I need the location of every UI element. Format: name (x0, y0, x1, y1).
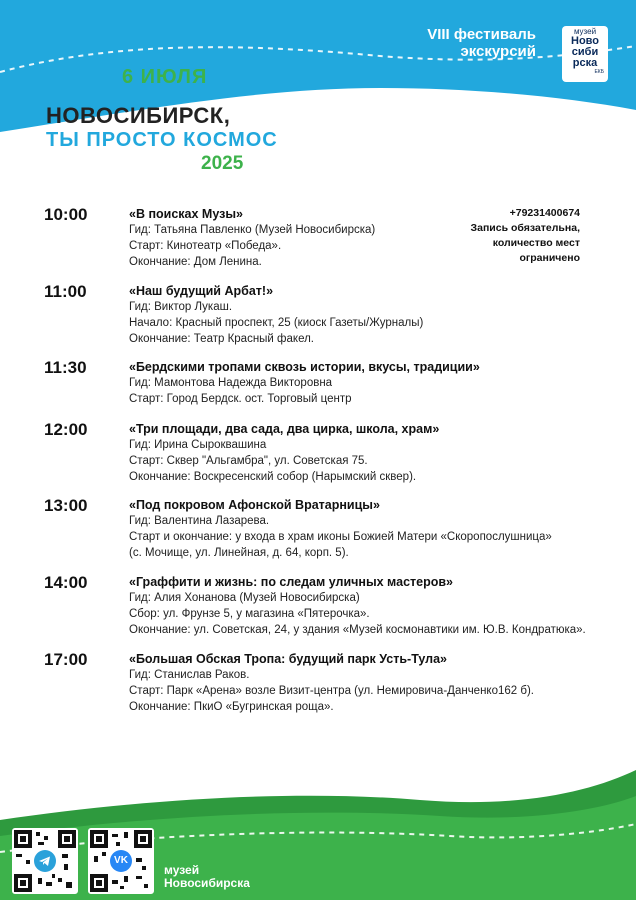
event-start: Сбор: ул. Фрунзе 5, у магазина «Пятерочка». (129, 608, 370, 620)
logo-tag: ЕКБ (594, 69, 604, 75)
event-start: Начало: Красный проспект, 25 (киоск Газеты/Журналы) (129, 317, 424, 329)
city-title: НОВОСИБИРСК, (46, 103, 231, 128)
event-title: «Граффити и жизнь: по следам уличных мастеров» (129, 575, 454, 589)
footer-label-line2: Новосибирска (164, 876, 250, 890)
event-title: «Большая Обская Тропа: будущий парк Усть-Тула» (129, 652, 447, 666)
event-end: Окончание: Театр Красный факел. (129, 333, 314, 345)
telegram-icon (34, 850, 56, 872)
event-start: Старт: Город Бердск. ост. Торговый центр (129, 393, 352, 405)
event-title: «Под покровом Афонской Вратарницы» (129, 498, 380, 512)
event-guide: Гид: Татьяна Павленко (Музей Новосибирска) (129, 224, 376, 236)
year: 2025 (201, 153, 244, 174)
event-start: Старт и окончание: у входа в храм иконы Божией Матери «Скоропослушница» (129, 531, 552, 543)
note-line3: ограничено (519, 252, 580, 264)
event-info (129, 206, 375, 270)
event-time: 11:30 (44, 358, 87, 377)
event-guide: Гид: Валентина Лазарева. (129, 515, 270, 527)
telegram-qr-code[interactable] (12, 828, 78, 894)
note-line1: Запись обязательна, (470, 222, 580, 234)
event-start: Старт: Сквер "Альгамбра", ул. Советская 75. (129, 455, 368, 467)
vk-qr-code[interactable] (88, 828, 154, 894)
event-time: 10:00 (44, 205, 88, 224)
event-guide: Гид: Мамонтова Надежда Викторовна (129, 377, 333, 389)
logo-line1: Ново (571, 35, 599, 47)
event-info (129, 283, 423, 347)
event-time: 17:00 (44, 650, 88, 669)
event-end: Окончание: ПкиО «Бугринская роща». (129, 701, 334, 713)
museum-logo (562, 26, 608, 82)
event-info (129, 421, 439, 485)
event-address: (с. Мочище, ул. Линейная, д. 64, корп. 5). (129, 547, 349, 559)
event-info (129, 574, 586, 638)
festival-title (396, 26, 536, 60)
festival-title-line2: экскурсий (460, 43, 536, 60)
registration-note (440, 206, 580, 266)
event-guide: Гид: Виктор Лукаш. (129, 301, 233, 313)
footer-label-line1: музей (164, 863, 200, 877)
event-info (129, 651, 534, 715)
event-time: 12:00 (44, 420, 88, 439)
slogan: ТЫ ПРОСТО КОСМОС (46, 129, 278, 151)
phone-number[interactable]: +79231400674 (509, 207, 580, 219)
event-start: Старт: Кинотеатр «Победа». (129, 240, 282, 252)
logo-line3: рска (572, 57, 598, 69)
event-info (129, 359, 480, 407)
event-start: Старт: Парк «Арена» возле Визит-центра (ул. Немировича-Данченко162 б). (129, 685, 534, 697)
event-date: 6 ИЮЛЯ (122, 66, 208, 88)
vk-icon: VK (110, 850, 132, 872)
footer-museum-label (164, 864, 250, 890)
event-end: Окончание: Дом Ленина. (129, 256, 262, 268)
event-end: Окончание: Воскресенский собор (Нарымский сквер). (129, 471, 417, 483)
event-time: 13:00 (44, 496, 88, 515)
logo-line2: сиби (571, 46, 599, 58)
event-info (129, 497, 552, 561)
event-time: 14:00 (44, 573, 88, 592)
festival-title-line1: VIII фестиваль (427, 26, 536, 43)
event-guide: Гид: Станислав Раков. (129, 669, 250, 681)
logo-top: музей (573, 27, 597, 36)
event-title: «В поисках Музы» (129, 207, 243, 221)
note-line2: количество мест (492, 237, 580, 249)
event-guide: Гид: Алия Хонанова (Музей Новосибирска) (129, 592, 360, 604)
event-title: «Наш будущий Арбат!» (129, 284, 274, 298)
event-time: 11:00 (44, 282, 87, 301)
event-end: Окончание: ул. Советская, 24, у здания «Музей космонавтики им. Ю.В. Кондратюка». (129, 624, 586, 636)
event-guide: Гид: Ирина Сыроквашина (129, 439, 267, 451)
event-title: «Бердскими тропами сквозь истории, вкусы, традиции» (129, 360, 480, 374)
event-title: «Три площади, два сада, два цирка, школа, храм» (129, 422, 440, 436)
